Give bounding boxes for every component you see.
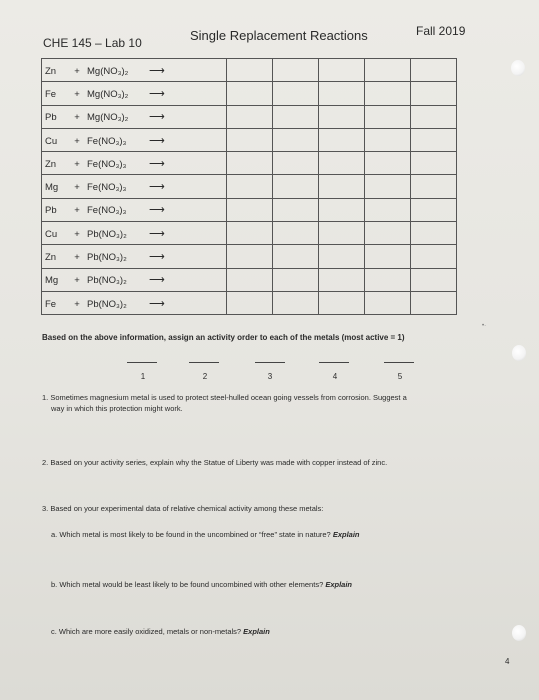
reaction-row: [42, 59, 457, 82]
observation-cell[interactable]: [273, 291, 319, 314]
observation-cell[interactable]: [411, 291, 457, 314]
salt-solution: Mg(NO₃)₂: [87, 65, 129, 77]
activity-instruction: Based on the above information, assign an activity order to each of the metals (most active = 1): [42, 333, 405, 342]
reaction-row: [42, 268, 457, 291]
reaction-row: [42, 152, 457, 175]
arrow-icon: ⟶: [149, 134, 165, 147]
reaction-cell: [42, 268, 227, 291]
observation-cell[interactable]: [365, 152, 411, 175]
observation-cell[interactable]: [411, 222, 457, 245]
rank-number: 2: [202, 372, 208, 381]
rank-blank-line[interactable]: [127, 362, 157, 363]
observation-cell[interactable]: [319, 198, 365, 221]
observation-cell[interactable]: [411, 175, 457, 198]
question-3c-text: c. Which are more easily oxidized, metals or non-metals?: [51, 627, 242, 636]
reaction-cell: [42, 222, 227, 245]
observation-cell[interactable]: [319, 291, 365, 314]
binder-hole: [512, 345, 526, 361]
question-3a: [51, 529, 360, 540]
explain-label: Explain: [332, 530, 360, 539]
rank-blank-line[interactable]: [319, 362, 349, 363]
reaction-row: [42, 105, 457, 128]
question-3: 3. Based on your experimental data of relative chemical activity among these metals:: [42, 504, 324, 513]
course-label: CHE 145 – Lab 10: [43, 36, 142, 50]
binder-hole: [512, 625, 526, 641]
arrow-icon: ⟶: [149, 251, 165, 264]
observation-cell[interactable]: [273, 245, 319, 268]
salt-solution: Pb(NO₃)₂: [87, 228, 127, 240]
metal-symbol: Cu: [45, 135, 58, 147]
arrow-icon: ⟶: [149, 157, 165, 170]
reaction-row: [42, 222, 457, 245]
metal-symbol: Zn: [45, 65, 57, 77]
arrow-icon: ⟶: [149, 274, 165, 287]
page-number: 4: [505, 657, 510, 666]
salt-solution: Fe(NO₃)₃: [87, 135, 127, 147]
observation-cell[interactable]: [365, 175, 411, 198]
observation-cell[interactable]: [365, 198, 411, 221]
observation-cell[interactable]: [319, 268, 365, 291]
question-1: [42, 392, 492, 414]
arrow-icon: ⟶: [149, 181, 165, 194]
observation-cell[interactable]: [227, 222, 273, 245]
plus-sign: +: [74, 135, 80, 147]
salt-solution: Pb(NO₃)₂: [87, 275, 127, 287]
plus-sign: +: [74, 252, 80, 264]
observation-cell[interactable]: [227, 291, 273, 314]
explain-label: Explain: [243, 627, 270, 636]
salt-solution: Mg(NO₃)₂: [87, 88, 129, 100]
salt-solution: Fe(NO₃)₃: [87, 205, 127, 217]
metal-symbol: Cu: [45, 228, 58, 240]
metal-symbol: Pb: [45, 112, 57, 124]
plus-sign: +: [74, 298, 80, 310]
arrow-icon: ⟶: [149, 87, 165, 100]
metal-symbol: Fe: [45, 298, 57, 310]
observation-cell[interactable]: [273, 59, 319, 82]
question-2: 2. Based on your activity series, explain why the Statue of Liberty was made with copper instead of zinc.: [42, 458, 388, 467]
observation-cell[interactable]: [365, 128, 411, 151]
metal-symbol: Zn: [45, 252, 57, 264]
reaction-row: [42, 291, 457, 314]
reaction-cell: [42, 175, 227, 198]
stray-mark: •·: [482, 323, 487, 329]
observation-cell[interactable]: [411, 128, 457, 151]
reaction-row: [42, 128, 457, 151]
plus-sign: +: [74, 65, 80, 77]
observation-cell[interactable]: [319, 82, 365, 105]
arrow-icon: ⟶: [149, 297, 165, 310]
binder-hole: [511, 60, 525, 76]
observation-cell[interactable]: [273, 198, 319, 221]
plus-sign: +: [74, 275, 80, 287]
rank-number: 1: [140, 372, 146, 381]
plus-sign: +: [74, 158, 80, 170]
observation-cell[interactable]: [227, 152, 273, 175]
reaction-cell: [42, 82, 227, 105]
reaction-row: [42, 245, 457, 268]
observation-cell[interactable]: [411, 105, 457, 128]
arrow-icon: ⟶: [149, 227, 165, 240]
page-title: Single Replacement Reactions: [190, 28, 368, 43]
arrow-icon: ⟶: [149, 204, 165, 217]
question-3c: [51, 626, 270, 637]
reaction-row: [42, 198, 457, 221]
plus-sign: +: [74, 228, 80, 240]
observation-cell[interactable]: [227, 198, 273, 221]
observation-cell[interactable]: [365, 82, 411, 105]
salt-solution: Mg(NO₃)₂: [87, 112, 129, 124]
reaction-cell: [42, 291, 227, 314]
plus-sign: +: [74, 88, 80, 100]
observation-cell[interactable]: [319, 222, 365, 245]
reaction-cell: [42, 128, 227, 151]
salt-solution: Fe(NO₃)₃: [87, 182, 127, 194]
reaction-cell: [42, 152, 227, 175]
observation-cell[interactable]: [273, 82, 319, 105]
rank-number: 3: [267, 372, 273, 381]
salt-solution: Pb(NO₃)₂: [87, 252, 127, 264]
metal-symbol: Mg: [45, 275, 59, 287]
observation-cell[interactable]: [227, 59, 273, 82]
observation-cell[interactable]: [411, 152, 457, 175]
observation-cell[interactable]: [411, 268, 457, 291]
term-label: Fall 2019: [416, 24, 466, 38]
observation-cell[interactable]: [319, 175, 365, 198]
observation-cell[interactable]: [273, 175, 319, 198]
salt-solution: Fe(NO₃)₃: [87, 158, 127, 170]
plus-sign: +: [74, 112, 80, 124]
observation-cell[interactable]: [319, 128, 365, 151]
metal-symbol: Zn: [45, 158, 57, 170]
observation-cell[interactable]: [227, 128, 273, 151]
observation-cell[interactable]: [227, 105, 273, 128]
rank-number: 5: [397, 372, 403, 381]
observation-cell[interactable]: [365, 245, 411, 268]
explain-label: Explain: [325, 580, 353, 589]
metal-symbol: Mg: [45, 182, 59, 194]
observation-cell[interactable]: [365, 59, 411, 82]
observation-cell[interactable]: [227, 175, 273, 198]
observation-cell[interactable]: [319, 152, 365, 175]
observation-cell[interactable]: [273, 105, 319, 128]
observation-cell[interactable]: [319, 245, 365, 268]
observation-cell[interactable]: [227, 245, 273, 268]
question-1-line-1: 1. Sometimes magnesium metal is used to protect steel-hulled ocean going vessels from corrosion. Suggest a: [42, 393, 407, 402]
observation-cell[interactable]: [411, 59, 457, 82]
question-3b-text: b. Which metal would be least likely to be found uncombined with other elements?: [51, 580, 324, 589]
reaction-cell: [42, 198, 227, 221]
observation-cell[interactable]: [365, 291, 411, 314]
plus-sign: +: [74, 205, 80, 217]
observation-cell[interactable]: [319, 105, 365, 128]
plus-sign: +: [74, 182, 80, 194]
question-3b: [51, 579, 352, 590]
salt-solution: Pb(NO₃)₂: [87, 298, 127, 310]
reaction-cell: [42, 105, 227, 128]
rank-blank-line[interactable]: [384, 362, 414, 363]
observation-cell[interactable]: [411, 198, 457, 221]
rank-blank-line[interactable]: [255, 362, 285, 363]
observation-cell[interactable]: [227, 82, 273, 105]
rank-number: 4: [332, 372, 338, 381]
reaction-cell: [42, 245, 227, 268]
observation-cell[interactable]: [273, 152, 319, 175]
reaction-row: [42, 175, 457, 198]
reaction-row: [42, 82, 457, 105]
metal-symbol: Fe: [45, 88, 57, 100]
reactions-table: [41, 58, 457, 315]
observation-cell[interactable]: [227, 268, 273, 291]
observation-cell[interactable]: [365, 268, 411, 291]
arrow-icon: ⟶: [149, 111, 165, 124]
observation-cell[interactable]: [273, 128, 319, 151]
observation-cell[interactable]: [365, 105, 411, 128]
question-1-line-2: way in which this protection might work.: [51, 404, 183, 413]
observation-cell[interactable]: [273, 222, 319, 245]
reaction-cell: [42, 59, 227, 82]
observation-cell[interactable]: [411, 245, 457, 268]
rank-blank-line[interactable]: [189, 362, 219, 363]
observation-cell[interactable]: [319, 59, 365, 82]
observation-cell[interactable]: [411, 82, 457, 105]
arrow-icon: ⟶: [149, 64, 165, 77]
question-3a-text: a. Which metal is most likely to be found in the uncombined or “free” state in nature?: [51, 530, 331, 539]
observation-cell[interactable]: [365, 222, 411, 245]
metal-symbol: Pb: [45, 205, 57, 217]
observation-cell[interactable]: [273, 268, 319, 291]
